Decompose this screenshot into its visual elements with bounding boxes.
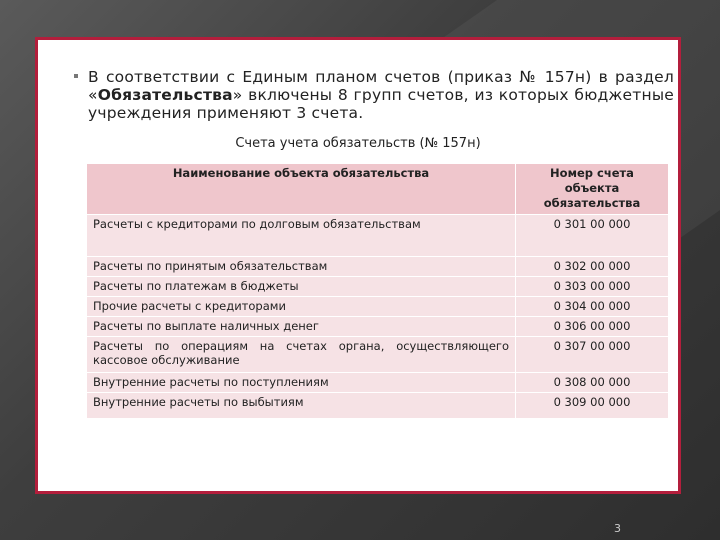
header-account-number: Номер счета объекта обязательства (516, 164, 669, 215)
row-name: Расчеты по выплате наличных денег (87, 317, 516, 337)
table-row (87, 317, 669, 337)
intro-text-start: В соответствии с Единым планом счетов (приказ № 157н) в раздел « (88, 68, 674, 104)
table-row (87, 393, 669, 419)
slide-content-frame (35, 37, 681, 494)
table-row (87, 373, 669, 393)
row-number: 0 302 00 000 (516, 257, 669, 277)
accounts-table (86, 163, 669, 419)
row-number: 0 309 00 000 (516, 393, 669, 419)
row-name: Расчеты по принятым обязательствам (87, 257, 516, 277)
row-number: 0 306 00 000 (516, 317, 669, 337)
row-number: 0 304 00 000 (516, 297, 669, 317)
row-name: Расчеты с кредиторами по долговым обязательствам (87, 215, 516, 257)
table-row (87, 257, 669, 277)
table-row (87, 337, 669, 373)
table-row (87, 215, 669, 257)
bullet-icon (74, 74, 78, 78)
header-object-name: Наименование объекта обязательства (87, 164, 516, 215)
row-name: Прочие расчеты с кредиторами (87, 297, 516, 317)
table-header-row (87, 164, 669, 215)
row-name: Расчеты по платежам в бюджеты (87, 277, 516, 297)
row-number: 0 307 00 000 (516, 337, 669, 373)
table-caption: Счета учета обязательств (№ 157н) (235, 136, 481, 151)
row-name: Расчеты по операциям на счетах органа, осуществляющего кассовое обслуживание (87, 337, 516, 373)
row-name: Внутренние расчеты по поступлениям (87, 373, 516, 393)
intro-text-end: » включены 8 групп счетов, из которых бюджетные учреждения применяют 3 счета. (88, 86, 674, 122)
row-name: Внутренние расчеты по выбытиям (87, 393, 516, 419)
intro-text-bold: Обязательства (97, 86, 233, 104)
row-number: 0 301 00 000 (516, 215, 669, 257)
intro-paragraph (88, 68, 674, 122)
row-number: 0 308 00 000 (516, 373, 669, 393)
page-number: 3 (614, 522, 621, 535)
table-row (87, 297, 669, 317)
row-number: 0 303 00 000 (516, 277, 669, 297)
table-row (87, 277, 669, 297)
